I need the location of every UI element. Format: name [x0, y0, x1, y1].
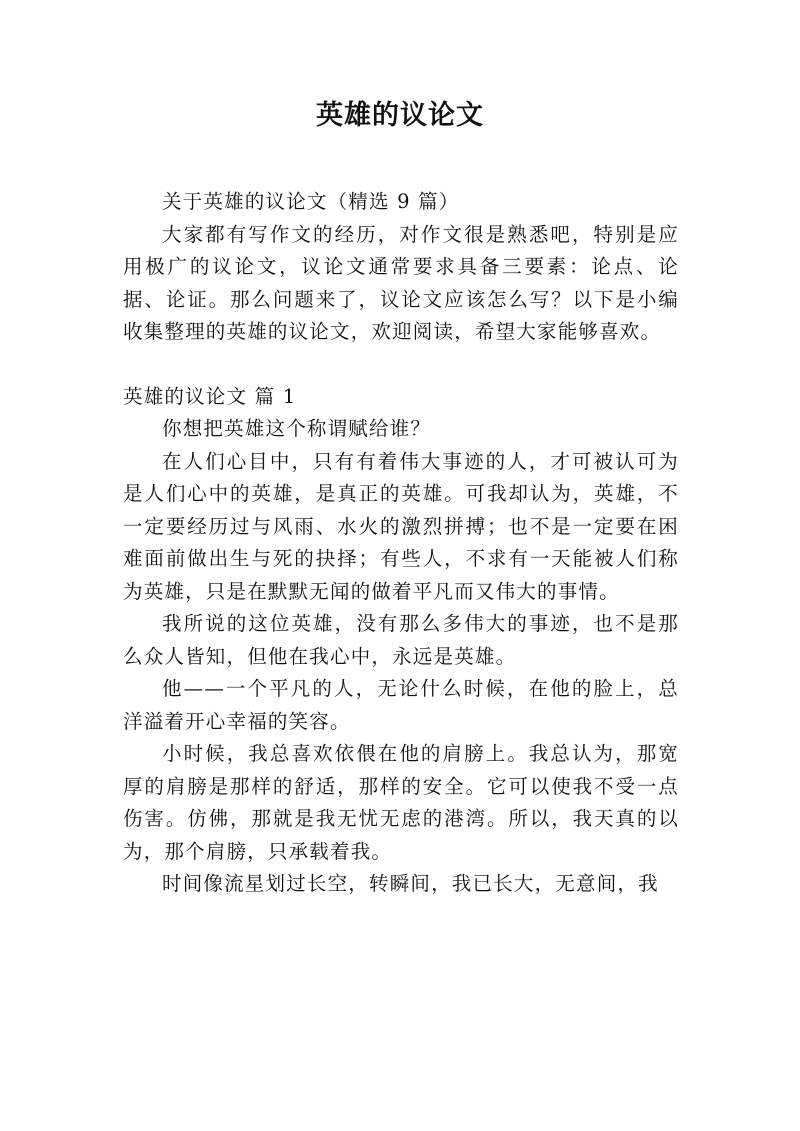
- body-paragraph: 你想把英雄这个称谓赋给谁？: [162, 417, 432, 440]
- document-body: [123, 186, 679, 901]
- intro-paragraph: 大家都有写作文的经历，对作文很是熟悉吧，特别是应用极广的议论文，议论文通常要求具备三要素：论点、论据、论证。那么问题来了，议论文应该怎么写？以下是小编收集整理的英雄的议论文，欢迎阅读，希望大家能够喜欢。: [123, 222, 679, 343]
- document-subtitle: 关于英雄的议论文（精选 9 篇）: [162, 190, 460, 213]
- body-paragraph: 小时候，我总喜欢依偎在他的肩膀上。我总认为，那宽厚的肩膀是那样的舒适，那样的安全。它可以使我不受一点伤害。仿佛，那就是我无忧无虑的港湾。所以，我天真的以为，那个肩膀，只承载着我。: [123, 742, 679, 863]
- body-paragraph: 在人们心目中，只有有着伟大事迹的人，才可被认可为是人们心中的英雄，是真正的英雄。可我却认为，英雄，不一定要经历过与风雨、水火的激烈拼搏；也不是一定要在困难面前做出生与死的抉择；有些人，不求有一天能被人们称为英雄，只是在默默无闻的做着平凡而又伟大的事情。: [123, 449, 679, 603]
- section-gap: [123, 349, 679, 381]
- section-heading: 英雄的议论文 篇 1: [123, 384, 297, 408]
- body-paragraph: 他——一个平凡的人，无论什么时候，在他的脸上，总洋溢着开心幸福的笑容。: [123, 677, 679, 733]
- body-paragraph: 我所说的这位英雄，没有那么多伟大的事迹，也不是那么众人皆知，但他在我心中，永远是英雄。: [123, 612, 679, 668]
- body-paragraph: 时间像流星划过长空，转瞬间，我已长大，无意间，我: [162, 872, 659, 895]
- document-title: 英雄的议论文: [316, 100, 484, 131]
